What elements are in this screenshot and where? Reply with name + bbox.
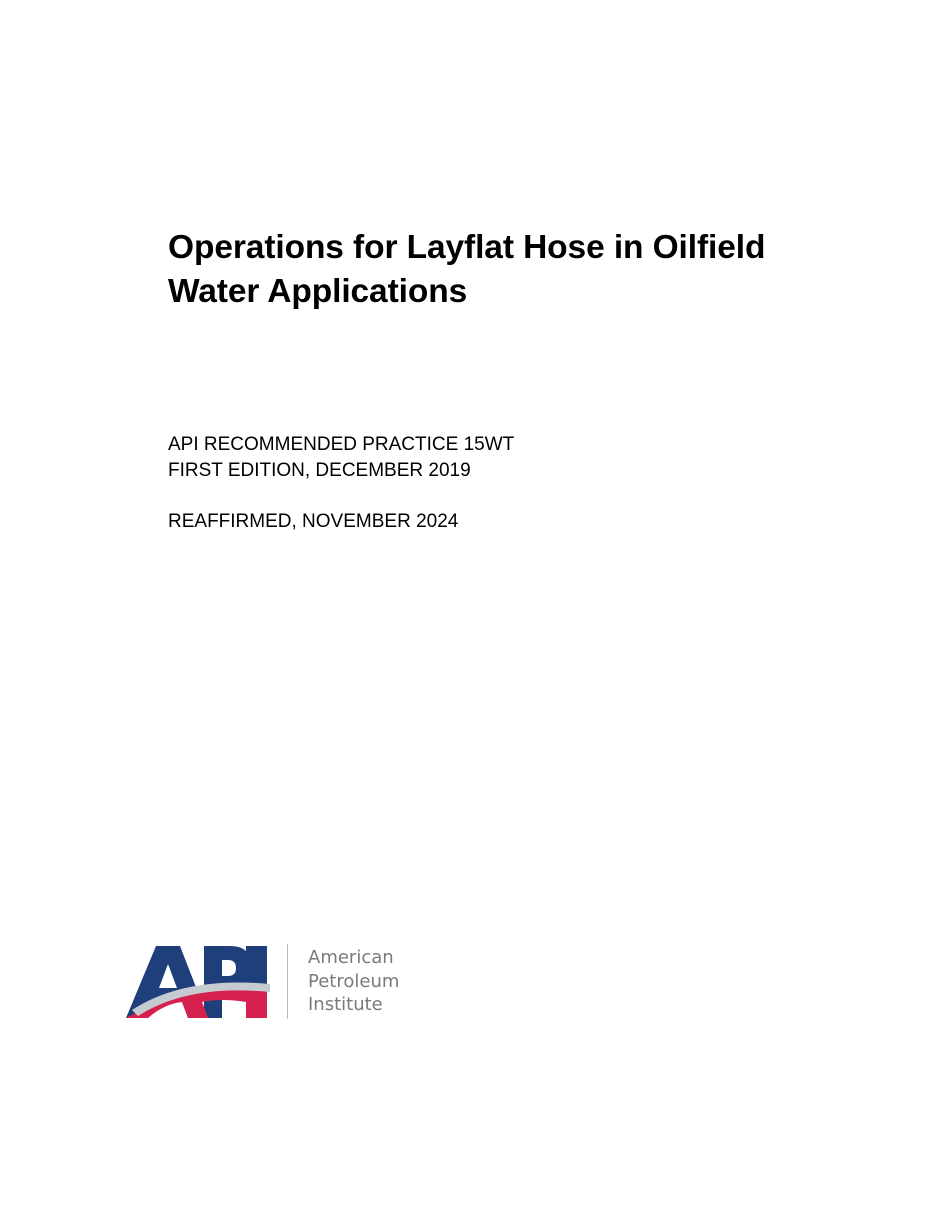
standard-designation: API RECOMMENDED PRACTICE 15WT — [168, 434, 515, 455]
logo-name-line-2: Petroleum — [308, 970, 400, 992]
logo-wordmark — [308, 946, 399, 1017]
title-line-2: Water Applications — [168, 273, 468, 310]
api-logo-mark — [124, 940, 274, 1022]
logo-name-line-1: American — [308, 947, 394, 968]
logo-letter-p-counter — [222, 960, 236, 976]
document-metadata — [168, 432, 514, 535]
logo-letter-p — [204, 946, 252, 1018]
api-logo — [124, 940, 424, 1026]
reaffirmed-date: REAFFIRMED, NOVEMBER 2024 — [168, 511, 459, 532]
edition-date: FIRST EDITION, DECEMBER 2019 — [168, 460, 471, 481]
logo-divider — [287, 944, 288, 1019]
logo-name-line-3: Institute — [308, 994, 383, 1015]
title-line-1: Operations for Layflat Hose in Oilfield — [168, 229, 766, 266]
document-title — [168, 226, 888, 314]
